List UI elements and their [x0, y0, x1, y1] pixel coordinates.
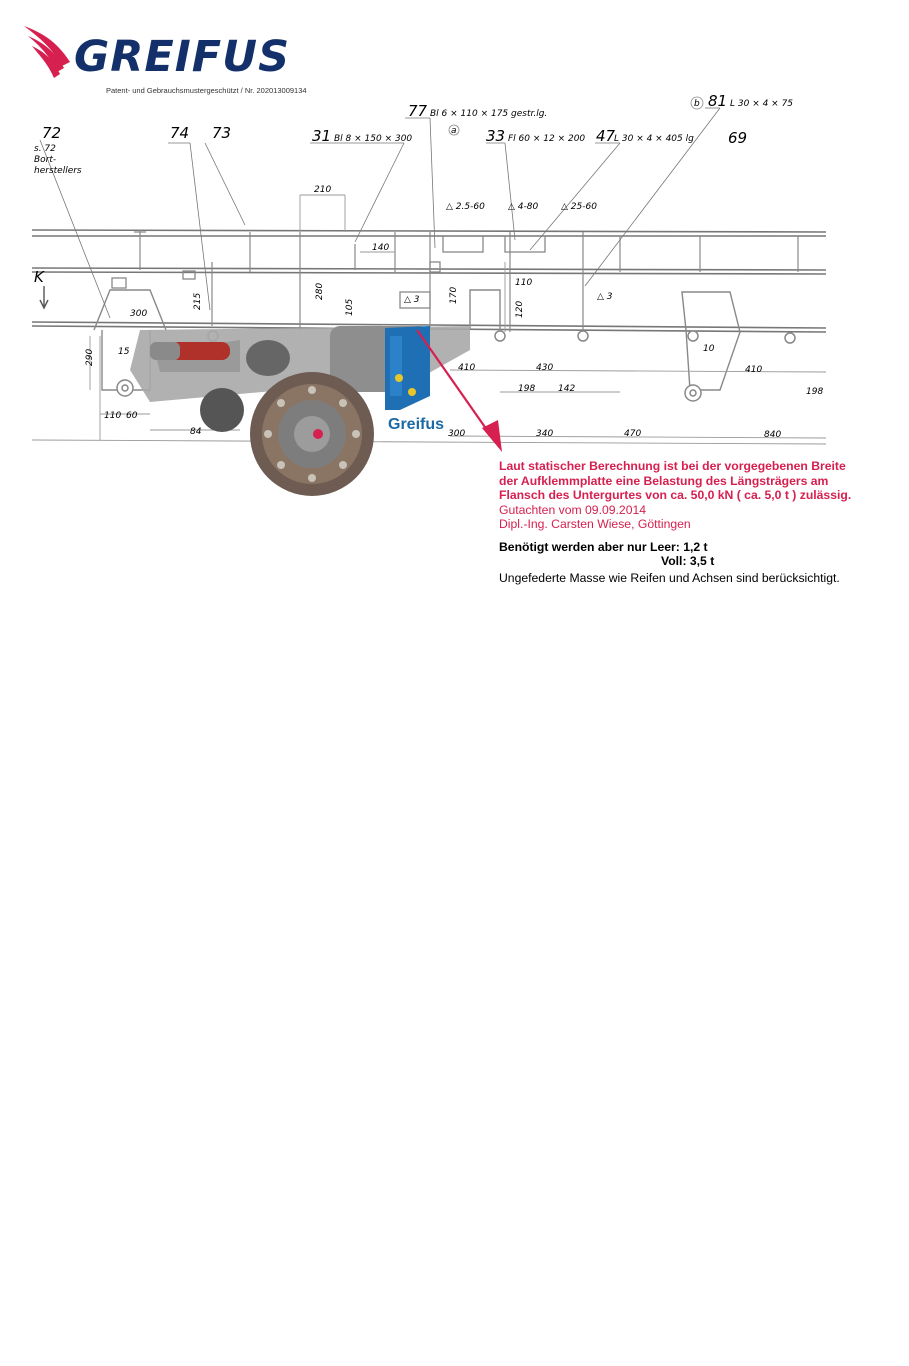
dimension-label: 340 — [536, 429, 554, 439]
dimension-label: 300 — [130, 309, 148, 319]
part-spec-31: Bl 8 × 150 × 300 — [334, 134, 413, 144]
load-empty: Benötigt werden aber nur Leer: 1,2 t — [499, 539, 708, 554]
dimension-label: 430 — [536, 363, 554, 373]
part-label-72: 72 — [42, 124, 62, 142]
dimension-label: 120 — [515, 300, 525, 318]
part-label-31: 31 — [312, 127, 332, 145]
dimension-label: 410 — [745, 365, 763, 375]
dimension-label: 280 — [315, 282, 325, 300]
frame-beams — [32, 230, 826, 332]
part-label-74: 74 — [170, 124, 190, 142]
dimension-label: 105 — [345, 298, 355, 316]
part-note: herstellers — [34, 166, 82, 176]
product-label: Greifus — [388, 416, 445, 433]
part-note: s. 72 — [34, 144, 56, 154]
part-note: Bort- — [34, 155, 57, 165]
stiffeners — [134, 230, 798, 332]
weld-symbol: △ 2.5-60 — [446, 202, 485, 212]
circle-label-a: a — [451, 126, 457, 136]
section-marker: K — [34, 268, 44, 286]
dimension-label: 110 — [515, 278, 533, 288]
dimension-label: 210 — [314, 185, 332, 195]
part-label-77: 77 — [408, 102, 428, 120]
circle-label-b: b — [694, 99, 700, 109]
report-author: Dipl.-Ing. Carsten Wiese, Göttingen — [499, 517, 691, 531]
dimension-label: 840 — [764, 430, 782, 440]
weld-symbol: △ 3 — [404, 295, 420, 305]
patent-note: Patent- und Gebrauchsmustergeschützt / Nr. 202013009134 — [106, 86, 307, 95]
part-label-47: 47 — [596, 127, 616, 145]
dimension-label: 110 — [104, 411, 122, 421]
dimension-label: 15 — [118, 347, 130, 357]
mass-note: Ungefederte Masse wie Reifen und Achsen sind berücksichtigt. — [499, 570, 840, 585]
dimension-label: 410 — [458, 363, 476, 373]
dimension-label: 84 — [190, 427, 202, 437]
dimension-label: 142 — [558, 384, 576, 394]
callout-line: der Aufklemmplatte eine Belastung des Längsträgers am — [499, 473, 829, 488]
load-full: Voll: 3,5 t — [661, 554, 715, 568]
part-label-73: 73 — [212, 124, 232, 142]
part-spec-47: L 30 × 4 × 405 lg — [614, 134, 694, 144]
dimension-label: 215 — [193, 292, 203, 310]
dimension-label: 60 — [126, 411, 138, 421]
part-spec-77: Bl 6 × 110 × 175 gestr.lg. — [430, 109, 548, 119]
weld-symbol: △ 3 — [597, 292, 613, 302]
dimension-label: 198 — [806, 387, 824, 397]
dimension-label: 10 — [703, 344, 715, 354]
dimension-label: 290 — [85, 348, 95, 366]
dimension-label: 198 — [518, 384, 536, 394]
dimension-label: 300 — [448, 429, 466, 439]
callout-line: Flansch des Untergurtes von ca. 50,0 kN ( ca. 5,0 t ) zulässig. — [499, 488, 852, 502]
dimension-label: 470 — [624, 429, 642, 439]
technical-drawing — [0, 90, 909, 510]
weld-symbol: △ 25-60 — [561, 202, 597, 212]
part-label-81: 81 — [708, 92, 728, 110]
dimension-label: 170 — [449, 286, 459, 304]
brand-logo-text: GREIFUS — [74, 32, 291, 82]
part-spec-33: Fl 60 × 12 × 200 — [508, 134, 586, 144]
logo-wings-icon — [22, 22, 82, 84]
statics-callout — [499, 459, 879, 585]
callout-line: Laut statischer Berechnung ist bei der vorgegebenen Breite — [499, 459, 846, 473]
weld-symbol: △ 4-80 — [508, 202, 539, 212]
part-label-69: 69 — [728, 129, 748, 147]
report-date: Gutachten vom 09.09.2014 — [499, 502, 647, 517]
part-spec-81: L 30 × 4 × 75 — [730, 99, 794, 109]
dimension-label: 140 — [372, 243, 390, 253]
part-label-33: 33 — [486, 127, 506, 145]
axle-assembly-image — [130, 326, 470, 496]
